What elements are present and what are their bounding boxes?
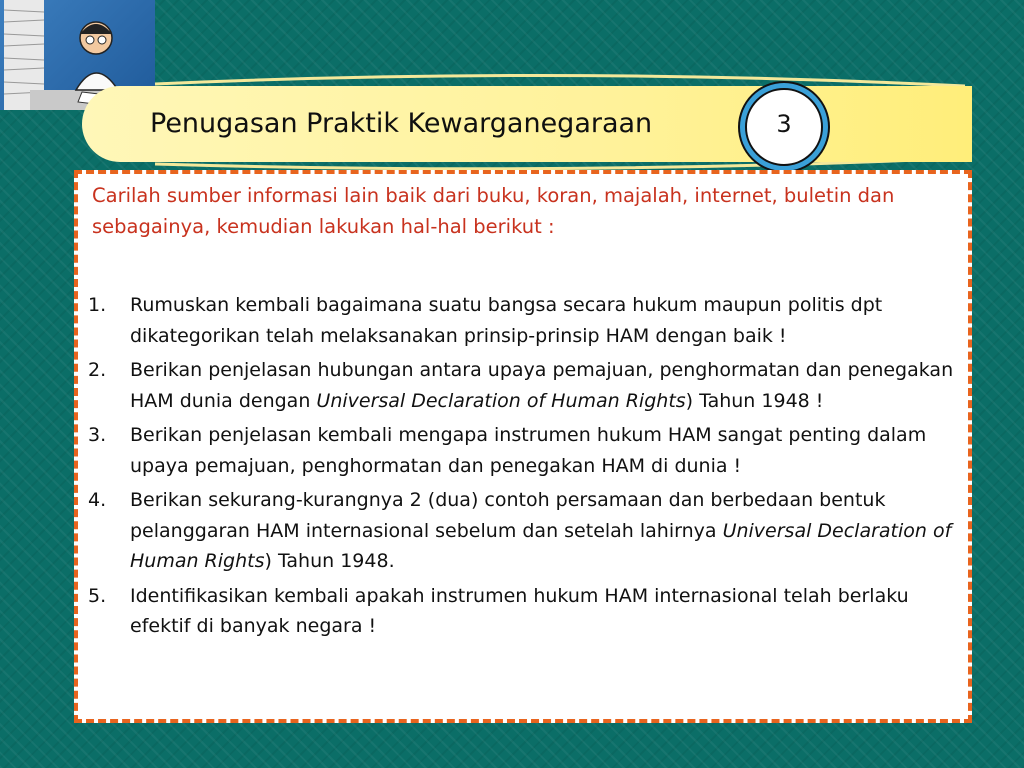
item-text bbox=[130, 424, 926, 477]
item-text bbox=[130, 585, 909, 638]
item-text bbox=[130, 359, 953, 412]
item-text-part: Identifikasikan kembali apakah instrumen hukum HAM internasional telah berlaku efektif di banyak negara ! bbox=[130, 584, 909, 637]
assignment-card bbox=[74, 170, 972, 723]
udhr-italic: Universal Declaration of Human Rights bbox=[316, 389, 686, 412]
udhr-italic: Universal Declaration of Human Rights bbox=[130, 519, 952, 572]
item-text-part: ) Tahun 1948. bbox=[264, 550, 395, 572]
task-list bbox=[88, 290, 968, 646]
item-text bbox=[130, 294, 882, 347]
item-number: 1. bbox=[88, 294, 107, 316]
item-number: 2. bbox=[88, 359, 107, 381]
list-item bbox=[88, 355, 968, 416]
slide-number: 3 bbox=[776, 110, 792, 138]
list-item bbox=[88, 581, 968, 642]
item-text-part: Berikan penjelasan kembali mengapa instrumen hukum HAM sangat penting dalam upaya pemajuan, penghormatan dan penegakan HAM di dunia ! bbox=[130, 424, 927, 477]
item-number: 5. bbox=[88, 584, 107, 607]
list-item bbox=[88, 290, 968, 351]
item-text-part: Berikan penjelasan hubungan antara upaya pemajuan, penghormatan dan penegakan HAM dunia dengan bbox=[130, 359, 954, 412]
item-text bbox=[130, 489, 951, 572]
list-item bbox=[88, 485, 968, 577]
list-item bbox=[88, 420, 968, 481]
slide-number-badge bbox=[745, 88, 823, 166]
intro-text: Carilah sumber informasi lain baik dari buku, koran, majalah, internet, buletin dan sebagainya, kemudian lakukan hal-hal berikut : bbox=[92, 184, 895, 238]
item-number: 3. bbox=[88, 424, 107, 446]
item-text-part: ) Tahun 1948 ! bbox=[685, 389, 824, 412]
item-number: 4. bbox=[88, 489, 107, 511]
item-text-part: Berikan sekurang-kurangnya 2 (dua) contoh persamaan dan berbedaan bentuk pelanggaran HAM internasional sebelum dan setelah lahirnya bbox=[130, 489, 886, 542]
item-text-part: Rumuskan kembali bagaimana suatu bangsa secara hukum maupun politis dpt dikategorikan telah melaksanakan prinsip-prinsip HAM dengan baik ! bbox=[130, 294, 883, 347]
page-title: Penugasan Praktik Kewarganegaraan bbox=[150, 108, 653, 139]
